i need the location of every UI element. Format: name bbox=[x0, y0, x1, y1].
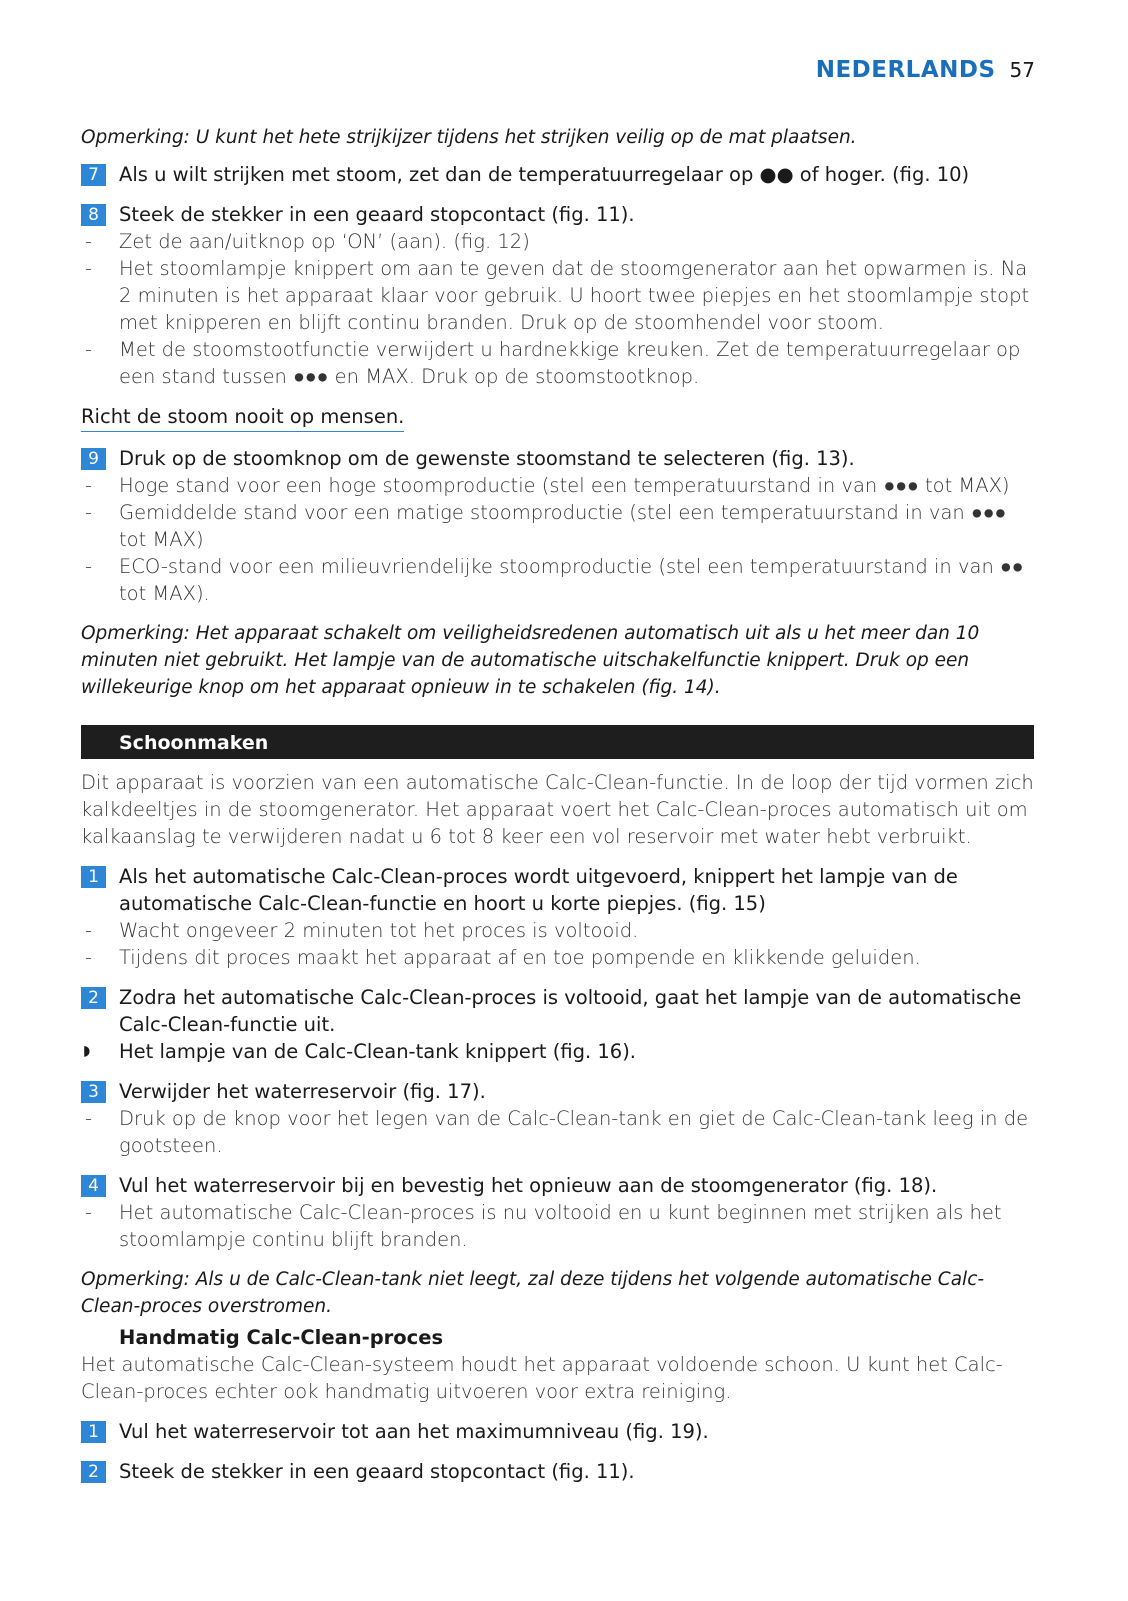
step-text: Vul het waterreservoir tot aan het maximumniveau (fig. 19). bbox=[119, 1420, 709, 1443]
clean-step-3 bbox=[81, 1078, 1034, 1105]
list-item: - Druk op de knop voor het legen van de Calc-Clean-tank en giet de Calc-Clean-tank leeg in de gootsteen. bbox=[85, 1107, 1029, 1157]
list-item: - Wacht ongeveer 2 minuten tot het proces is voltooid. bbox=[85, 919, 639, 942]
warning-text: Richt de stoom nooit op mensen. bbox=[81, 403, 404, 432]
language-label: NEDERLANDS bbox=[815, 57, 996, 83]
step-number: 1 bbox=[81, 866, 106, 888]
step-text: Als het automatische Calc-Clean-proces wordt uitgevoerd, knippert het lampje van de automatische Calc-Clean-functie en hoort u korte piepjes. (fig. 15) bbox=[119, 865, 958, 915]
list-item: - Hoge stand voor een hoge stoomproductie (stel een temperatuurstand in van ●●● tot MAX) bbox=[85, 474, 1010, 497]
step-8 bbox=[81, 201, 1034, 228]
step-7 bbox=[81, 161, 1034, 188]
manual-step-1 bbox=[81, 1418, 1034, 1445]
list-item: - Gemiddelde stand voor een matige stoomproductie (stel een temperatuurstand in van ●●● tot MAX) bbox=[85, 501, 1007, 551]
note-overflow: Opmerking: Als u de Calc-Clean-tank niet leegt, zal deze tijdens het volgende automatische Calc-Clean-proces overstromen. bbox=[81, 1269, 985, 1317]
clean-step-1 bbox=[81, 863, 1034, 917]
step-number: 4 bbox=[81, 1175, 106, 1197]
manual-step-2 bbox=[81, 1458, 1034, 1485]
page-number: 57 bbox=[1009, 58, 1035, 82]
note-mat: Opmerking: U kunt het hete strijkijzer tijdens het strijken veilig op de mat plaatsen. bbox=[81, 127, 857, 148]
step-number: 3 bbox=[81, 1081, 106, 1103]
step-text: Als u wilt strijken met stoom, zet dan de temperatuurregelaar op ●● of hoger. (fig. 10) bbox=[119, 163, 970, 186]
result-item bbox=[81, 1038, 1034, 1065]
subheading-manual: Handmatig Calc-Clean-proces bbox=[119, 1326, 444, 1349]
step-number: 9 bbox=[81, 448, 106, 470]
step-text: Steek de stekker in een geaard stopcontact (fig. 11). bbox=[119, 203, 635, 226]
step-number: 2 bbox=[81, 1461, 106, 1483]
step-text: Steek de stekker in een geaard stopcontact (fig. 11). bbox=[119, 1460, 635, 1483]
clean-step-4 bbox=[81, 1172, 1034, 1199]
page-header bbox=[816, 57, 1035, 87]
result-marker-icon: ◗ bbox=[83, 1043, 91, 1059]
list-item: - Het stoomlampje knippert om aan te geven dat de stoomgenerator aan het opwarmen is. Na 2 minuten is het apparaat klaar voor gebruik. U hoort twee piepjes en het stoomlampje stopt met knipperen en blijft continu branden. Druk op de stoomhendel voor stoom. bbox=[85, 257, 1030, 334]
manual-intro: Het automatische Calc-Clean-systeem houdt het apparaat voldoende schoon. U kunt het Calc-Clean-proces echter ook handmatig uitvoeren voor extra reiniging. bbox=[81, 1353, 1003, 1403]
clean-step-2 bbox=[81, 984, 1034, 1038]
page-content bbox=[81, 124, 1034, 1485]
step-text: Verwijder het waterreservoir (fig. 17). bbox=[119, 1080, 486, 1103]
step-number: 8 bbox=[81, 204, 106, 226]
list-item: - Tijdens dit proces maakt het apparaat af en toe pompende en klikkende geluiden. bbox=[85, 946, 921, 969]
note-auto-off: Opmerking: Het apparaat schakelt om veiligheidsredenen automatisch uit als u het meer dan 10 minuten niet gebruikt. Het lampje van de automatische uitschakelfunctie knippert. Druk op een willekeurige knop om het apparaat opnieuw in te schakelen (fig. 14). bbox=[81, 623, 980, 698]
warning-line bbox=[81, 403, 1034, 432]
list-item: - Met de stoomstootfunctie verwijdert u hardnekkige kreuken. Zet de temperatuurregelaar op een stand tussen ●●● en MAX. Druk op de stoomstootknop. bbox=[85, 338, 1021, 388]
step-number: 1 bbox=[81, 1421, 106, 1443]
cleaning-intro: Dit apparaat is voorzien van een automatische Calc-Clean-functie. In de loop der tijd vormen zich kalkdeeltjes in de stoomgenerator. Het apparaat voert het Calc-Clean-proces automatisch uit om kalkaanslag te verwijderen nadat u 6 tot 8 keer een vol reservoir met water hebt verbruikt. bbox=[81, 771, 1034, 848]
list-item: - Het automatische Calc-Clean-proces is nu voltooid en u kunt beginnen met strijken als het stoomlampje continu blijft branden. bbox=[85, 1201, 1002, 1251]
list-item: - Zet de aan/uitknop op ‘ON’ (aan). (fig. 12) bbox=[85, 230, 530, 253]
step-text: Druk op de stoomknop om de gewenste stoomstand te selecteren (fig. 13). bbox=[119, 447, 855, 470]
step-text: Zodra het automatische Calc-Clean-proces is voltooid, gaat het lampje van de automatische Calc-Clean-functie uit. bbox=[119, 986, 1022, 1036]
step-text: Vul het waterreservoir bij en bevestig het opnieuw aan de stoomgenerator (fig. 18). bbox=[119, 1174, 938, 1197]
step-number: 7 bbox=[81, 164, 106, 186]
list-item: - ECO-stand voor een milieuvriendelijke stoomproductie (stel een temperatuurstand in van ●● tot MAX). bbox=[85, 555, 1024, 605]
step-9 bbox=[81, 445, 1034, 472]
result-text: Het lampje van de Calc-Clean-tank knippert (fig. 16). bbox=[119, 1040, 637, 1063]
section-heading-cleaning: Schoonmaken bbox=[81, 725, 1034, 759]
step-number: 2 bbox=[81, 987, 106, 1009]
